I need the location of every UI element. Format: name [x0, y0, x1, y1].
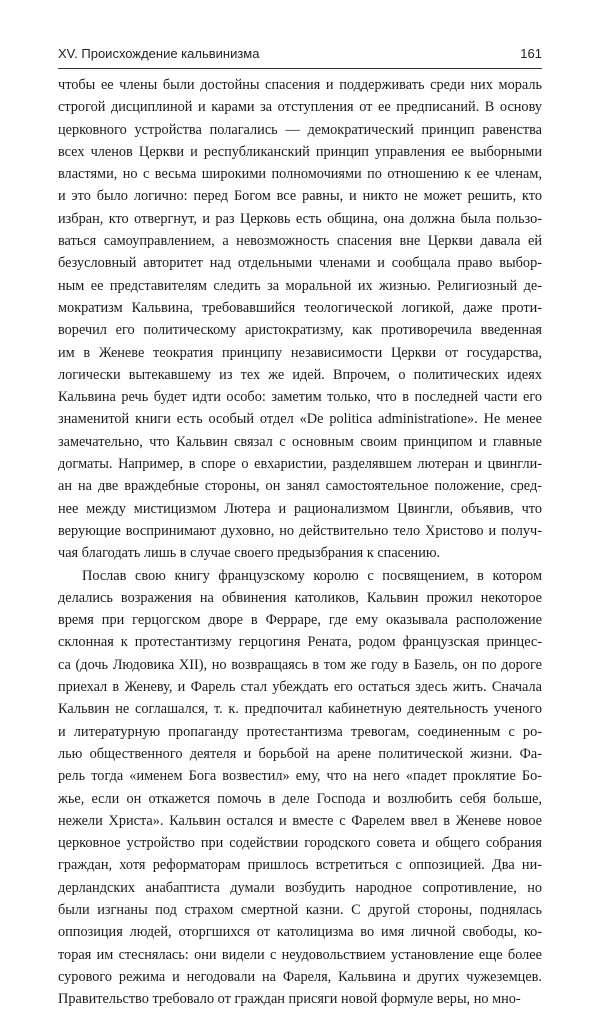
text-line: ан на две враждебные стороны, он занял самостоятельное положение, сред- [58, 478, 542, 495]
body-text [58, 74, 542, 1010]
header-rule [58, 68, 542, 69]
paragraph [58, 74, 542, 565]
text-line: церковного устройства полагались — демократический принцип равенства [58, 121, 542, 138]
text-line: строгой дисциплиной и карами за отступления от ее предписаний. В основу [58, 99, 542, 116]
text-line: всех членов Церкви и республиканский принцип управления ее выборными [58, 143, 542, 160]
text-line: избран, кто отвергнут, и раз Церковь есть община, она должна была пользо- [58, 210, 542, 227]
text-line: дерландских анабаптиста думали возбудить народное сопротивление, но [58, 879, 542, 896]
text-line: замечательно, что Кальвин связал с основным своим принципом и главные [58, 433, 542, 450]
text-line: граждан, хотя реформаторам пришлось встретиться с оппозицией. Два ни- [58, 857, 542, 874]
text-line: Правительство требовало от граждан присяги новой формуле веры, но мно- [58, 991, 521, 1008]
text-line: склонная к протестантизму герцогиня Рената, родом французская принцес- [58, 634, 542, 651]
text-line: догматы. Например, в споре о евхаристии, разделявшем лютеран и цвингли- [58, 456, 542, 473]
text-line: время при герцогском дворе в Ферраре, где ему оказывала расположение [58, 612, 542, 629]
text-line: нее между мистицизмом Лютера и рационализмом Цвингли, объявив, что [58, 500, 542, 517]
chapter-title: XV. Происхождение кальвинизма [58, 46, 260, 61]
text-line: са (дочь Людовика XII), но возвращаясь в том же году в Базель, он по дороге [58, 656, 542, 673]
text-line: мократизм Кальвина, требовавшийся теологической логикой, даже проти- [58, 299, 542, 316]
running-head [58, 46, 542, 66]
text-line: и это было логично: перед Богом все равны, и никто не может решить, кто [58, 188, 542, 205]
paragraph [58, 565, 542, 1010]
text-line: Послав свою книгу французскому королю с посвящением, в котором [82, 567, 542, 584]
page-number: 161 [520, 46, 542, 61]
text-line: логически вытекавшему из тех же идей. Впрочем, о политических идеях [58, 366, 542, 383]
text-line: безусловный авторитет над отдельными членами и сообщала право выбор- [58, 255, 542, 272]
text-line: лью общественного деятеля и борьбой на арене политической жизни. Фа- [58, 745, 542, 762]
text-line: чая благодать лишь в случае своего предызбрания к спасению. [58, 545, 441, 562]
text-line: воречил его политическому аристократизму, как противоречила введенная [58, 322, 542, 339]
text-line: оппозиция людей, оторгшихся от католицизма во имя личной свободы, ко- [58, 924, 542, 941]
text-line: рель тогда «именем Бога возвестил» ему, что на него «падет проклятие Бо- [58, 768, 542, 785]
text-line: торая им стеснялась: они видели с неудовольствием установление еще более [58, 946, 542, 963]
text-line: жье, если он откажется помочь в деле Господа и возлюбить себя больше, [58, 790, 542, 807]
text-line: им в Женеве теократия принципу независимости Церкви от государства, [58, 344, 542, 361]
text-line: властями, но с весьма широкими полномочиями по отношению к ее членам, [58, 166, 542, 183]
text-line: приехал в Женеву, и Фарель стал убеждать его остаться здесь жить. Сначала [58, 679, 542, 696]
text-line: и литературную пропаганду протестантизма тревогам, соединенным с ро- [58, 723, 542, 740]
text-line: сурового режима и негодовали на Фареля, Кальвина и других чужеземцев. [58, 968, 542, 985]
text-line: верующие воспринимают духовно, но действительно тело Христово и получ- [58, 522, 542, 539]
text-line: Кальвина речь будет идти особо: заметим только, что в последней части его [58, 389, 542, 406]
text-line: чтобы ее члены были достойны спасения и поддерживать среди них мораль [58, 77, 542, 93]
text-line: ваться самоуправлением, а невозможность спасения вне Церкви давала ей [58, 233, 542, 250]
text-line: церковное устройство при содействии городского совета и общего собрания [58, 835, 542, 852]
text-line: делались возражения на обвинения католиков, Кальвин прожил некоторое [58, 589, 542, 606]
text-line: Кальвин не соглашался, т. к. предпочитал кабинетную деятельность ученого [58, 701, 542, 718]
text-line: были изгнаны под страхом смертной казни. С другой стороны, поднялась [58, 901, 542, 918]
text-line: нежели Христа». Кальвин остался и вместе с Фарелем ввел в Женеве новое [58, 812, 542, 829]
text-line: знаменитой книги есть особый отдел «De politica administratione». Не менее [58, 411, 542, 428]
text-line: ным ее представителям следить за моральной их жизнью. Религиозный де- [58, 277, 542, 294]
